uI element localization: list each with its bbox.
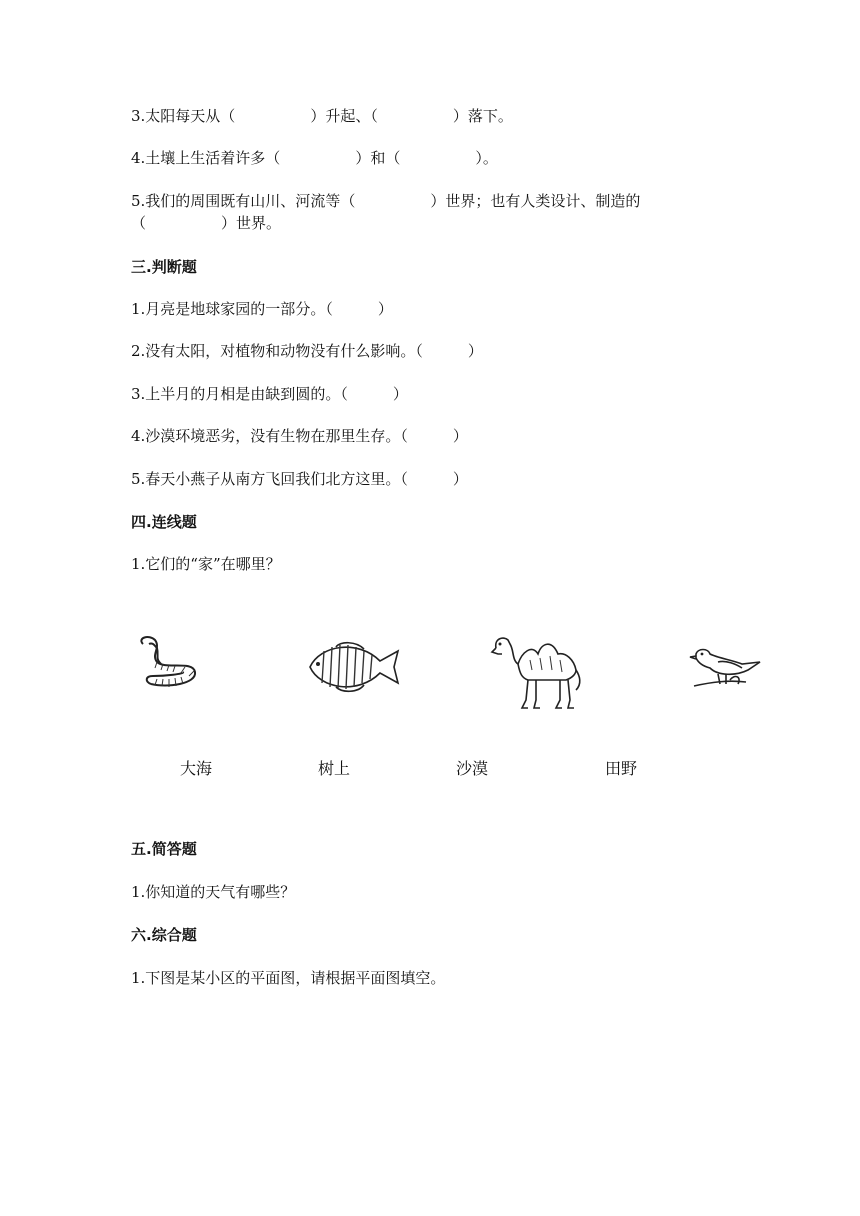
judge-item-5: 5.春天小燕子从南方飞回我们北方这里。（ ） bbox=[131, 470, 468, 488]
camel-icon bbox=[490, 630, 590, 712]
short-answer-heading: 五.简答题 bbox=[131, 840, 197, 858]
bird-icon bbox=[688, 642, 764, 694]
short-answer-question: 1.你知道的天气有哪些？ bbox=[131, 883, 296, 901]
fish-icon bbox=[306, 637, 402, 697]
fill-blank-question-5-cont: （ ）世界。 bbox=[131, 214, 282, 232]
judge-item-1: 1.月亮是地球家园的一部分。（ ） bbox=[131, 300, 393, 318]
place-label-field: 田野 bbox=[605, 759, 638, 778]
place-label-tree: 树上 bbox=[318, 759, 351, 778]
place-label-desert: 沙漠 bbox=[456, 759, 489, 778]
judge-item-4: 4.沙漠环境恶劣，没有生物在那里生存。（ ） bbox=[131, 427, 468, 445]
fill-blank-question-4: 4.土壤上生活着许多（ ）和（ ）。 bbox=[131, 149, 498, 167]
place-label-sea: 大海 bbox=[180, 759, 213, 778]
comprehensive-question: 1.下图是某小区的平面图，请根据平面图填空。 bbox=[131, 969, 446, 987]
match-heading: 四.连线题 bbox=[131, 513, 197, 531]
judge-item-3: 3.上半月的月相是由缺到圆的。（ ） bbox=[131, 385, 408, 403]
match-question: 1.它们的“家”在哪里？ bbox=[131, 555, 281, 573]
comprehensive-heading: 六.综合题 bbox=[131, 926, 197, 944]
fill-blank-question-3: 3.太阳每天从（ ）升起、（ ）落下。 bbox=[131, 107, 513, 125]
judge-item-2: 2.没有太阳，对植物和动物没有什么影响。（ ） bbox=[131, 342, 483, 360]
earthworm-icon bbox=[133, 632, 203, 694]
fill-blank-question-5: 5.我们的周围既有山川、河流等（ ）世界；也有人类设计、制造的 bbox=[131, 192, 641, 210]
judge-heading: 三.判断题 bbox=[131, 258, 197, 276]
